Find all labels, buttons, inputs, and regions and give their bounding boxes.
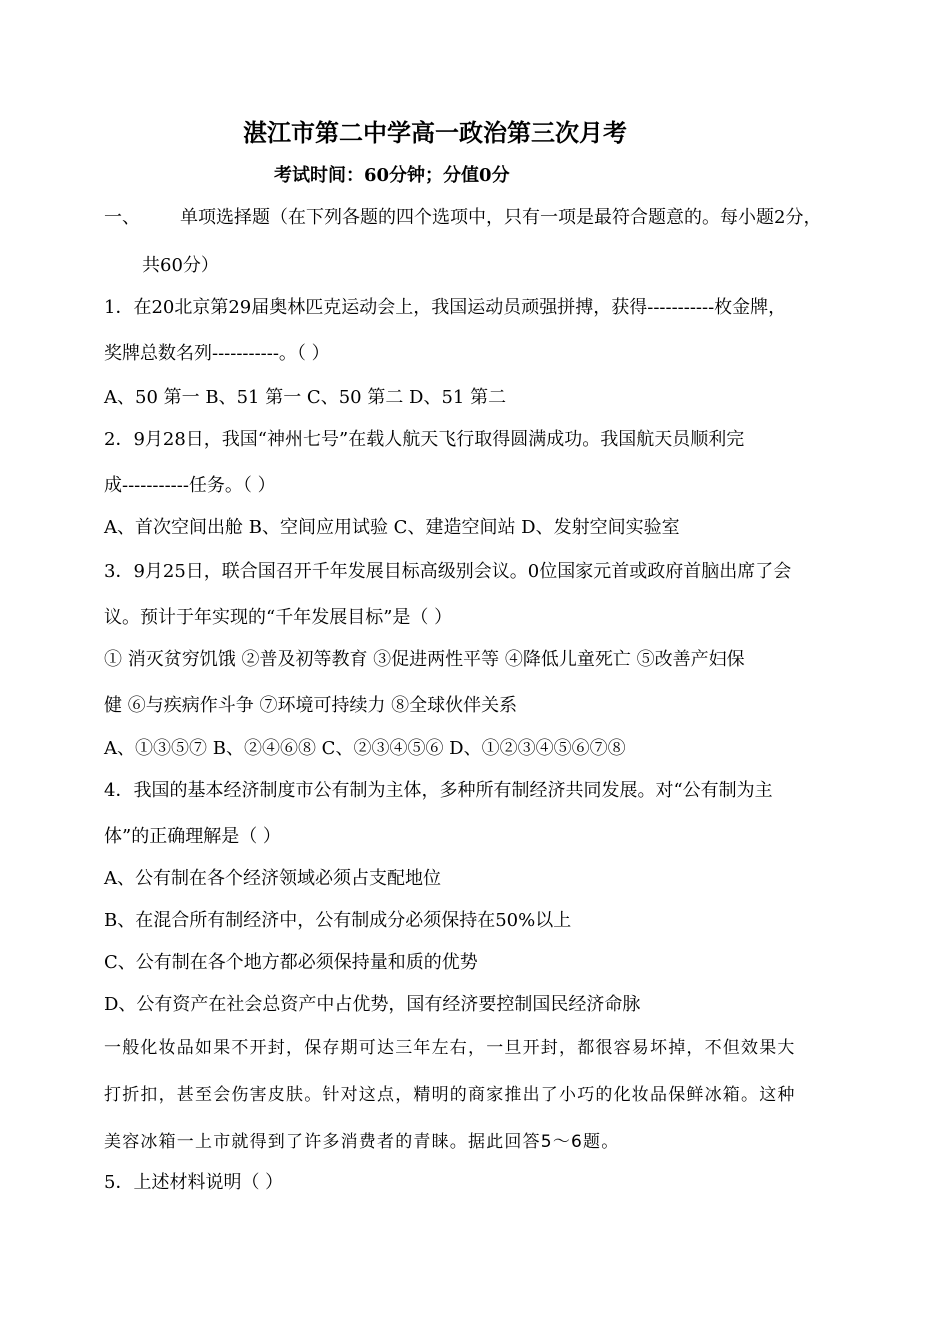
section-instructions-cont: 共60分）	[142, 255, 219, 276]
question-4-option-a: A、公有制在各个经济领域必须占支配地位	[104, 868, 441, 889]
question-3-line3: ① 消灭贫穷饥饿 ②普及初等教育 ③促进两性平等 ④降低儿童死亡 ⑤改善产妇保	[104, 649, 745, 670]
section-number: 一、	[104, 207, 140, 228]
question-3-line4: 健 ⑥与疾病作斗争 ⑦环境可持续力 ⑧全球伙伴关系	[104, 695, 518, 716]
question-4-option-d: D、公有资产在社会总资产中占优势，国有经济要控制国民经济命脉	[104, 994, 641, 1015]
question-2-options: A、首次空间出舱 B、空间应用试验 C、建造空间站 D、发射空间实验室	[104, 517, 680, 538]
question-4-line2: 体”的正确理解是（ ）	[104, 826, 281, 847]
question-2-line2: 成-----------任务。（ ）	[104, 475, 276, 496]
question-1-line2: 奖牌总数名列-----------。（ ）	[104, 343, 330, 364]
question-3-line2: 议。预计于年实现的“千年发展目标”是（ ）	[104, 607, 453, 628]
exam-info: 考试时间：60分钟；分值0分	[274, 165, 510, 186]
material-line2: 打折扣，甚至会伤害皮肤。针对这点，精明的商家推出了小巧的化妆品保鲜冰箱。这种	[104, 1085, 796, 1105]
question-4-line1: 4．我国的基本经济制度市公有制为主体，多种所有制经济共同发展。对“公有制为主	[104, 780, 773, 801]
question-4-option-b: B、在混合所有制经济中，公有制成分必须保持在50%以上	[104, 910, 572, 931]
material-line1: 一般化妆品如果不开封，保存期可达三年左右，一旦开封，都很容易坏掉，不但效果大	[104, 1038, 796, 1058]
question-5-line1: 5．上述材料说明（ ）	[104, 1172, 284, 1193]
material-line3: 美容冰箱一上市就得到了许多消费者的青睐。据此回答5～6题。	[104, 1132, 620, 1152]
question-2-line1: 2．9月28日，我国“神州七号”在载人航天飞行取得圆满成功。我国航天员顺利完	[104, 429, 745, 450]
question-3-options: A、①③⑤⑦ B、②④⑥⑧ C、②③④⑤⑥ D、①②③④⑤⑥⑦⑧	[104, 738, 626, 759]
question-1-line1: 1．在20北京第29届奥林匹克运动会上，我国运动员顽强拼搏，获得-----------枚金牌，	[104, 297, 787, 318]
section-instructions: 单项选择题（在下列各题的四个选项中，只有一项是最符合题意的。每小题2分，	[180, 207, 822, 228]
question-1-options: A、50 第一 B、51 第一 C、50 第二 D、51 第二	[104, 387, 507, 408]
page-title: 湛江市第二中学高一政治第三次月考	[243, 119, 627, 147]
question-4-option-c: C、公有制在各个地方都必须保持量和质的优势	[104, 952, 478, 973]
question-3-line1: 3．9月25日，联合国召开千年发展目标高级别会议。0位国家元首或政府首脑出席了会	[104, 561, 792, 582]
